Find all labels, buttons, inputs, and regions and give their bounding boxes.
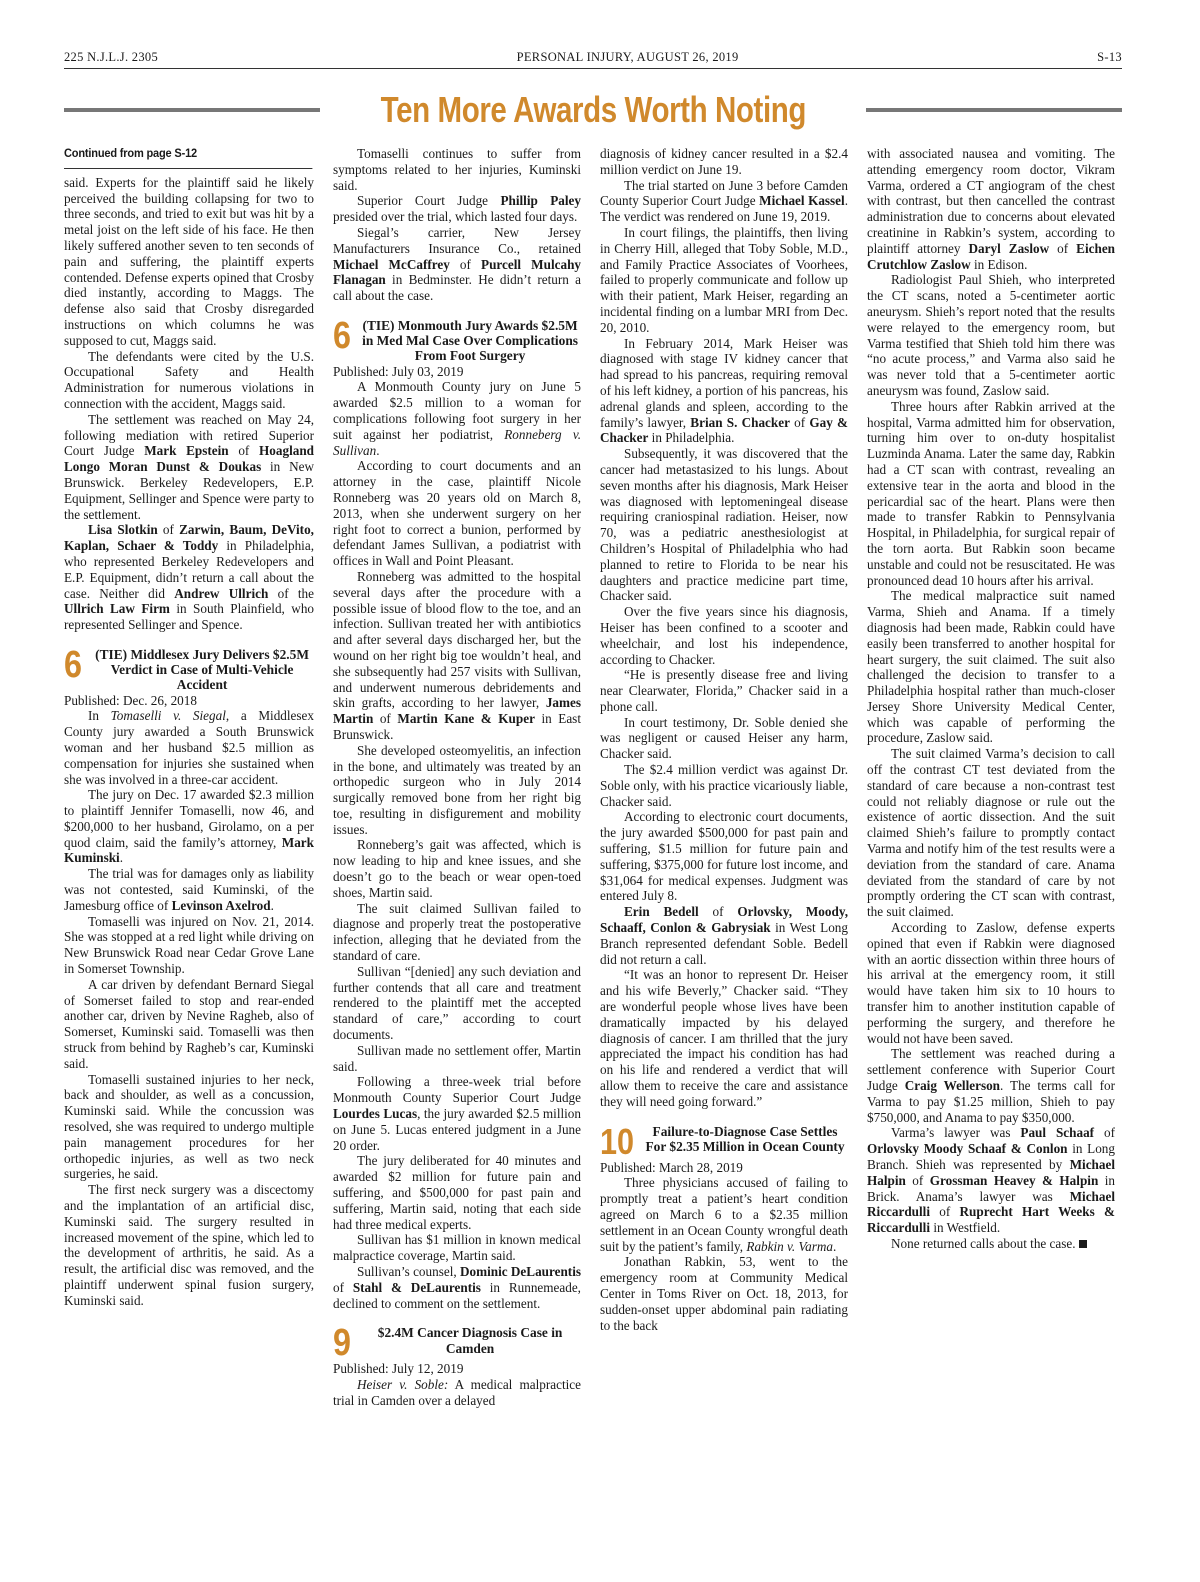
paragraph: A Monmouth County jury on June 5 awarded $2.5 million to a woman for complications following foot surgery in her suit against her podiatrist, Ronneberg v. Sullivan. xyxy=(333,379,581,458)
column-1 xyxy=(64,146,314,1526)
paragraph: Radiologist Paul Shieh, who interpreted the CT scans, noted a 5-centimeter aortic aneurysm. Shieh’s report noted that the results were relayed to the emergency room, but Varma testified that Shieh told him there was “no acute process,” and Varma also said he was never told that a 5-centimeter aortic aneurysm was found, Zaslow said. xyxy=(867,272,1115,398)
story-headline: (TIE) Middlesex Jury Delivers $2.5M Verdict in Case of Multi-Vehicle Accident xyxy=(95,646,309,693)
person-name: Lisa Slotkin xyxy=(88,522,158,538)
paragraph: The suit claimed Sullivan failed to diagnose and properly treat the postoperative infection, alleging that he deviated from the standard of care. xyxy=(333,900,581,964)
case-name: Ronneberg v. Sullivan xyxy=(333,426,581,458)
paragraph: In court testimony, Dr. Soble denied she was negligent or caused Heiser any harm, Chacker said. xyxy=(600,714,848,762)
firm-name: Orlovsky Moody Schaaf & Conlon xyxy=(867,1141,1068,1157)
paragraph: Ronneberg’s gait was affected, which is now leading to hip and knee issues, and she doesn’t go to the beach or wear open-toed shoes, Martin said. xyxy=(333,837,581,900)
paragraph: The trial started on June 3 before Camden County Superior Court Judge Michael Kassel. The verdict was rendered on June 19, 2019. xyxy=(600,177,848,225)
paragraph: Varma’s lawyer was Paul Schaaf of Orlovsky Moody Schaaf & Conlon in Long Branch. Shieh was represented by Michael Halpin of Grossman Heavey & Halpin in Brick. Anama’s lawyer was Michael Riccardulli of Ruprecht Hart Weeks & Riccardulli in Westfield. xyxy=(867,1125,1115,1236)
paragraph: The jury deliberated for 40 minutes and awarded $2 million for future pain and suffering, and $500,000 for past pain and suffering, Martin said, noting that each side had three medical experts. xyxy=(333,1153,581,1232)
firm-name: Purcell Mulcahy Flanagan xyxy=(333,256,581,288)
firm-name: Zarwin, Baum, DeVito, Kaplan, Schaer & Toddy xyxy=(64,522,314,554)
paragraph: The jury on Dec. 17 awarded $2.3 million to plaintiff Jennifer Tomaselli, now 46, and $200,000 to her husband, Girolamo, on a per quod claim, said the family’s attorney, Mark Kuminski. xyxy=(64,787,314,866)
paragraph: In court filings, the plaintiffs, then living in Cherry Hill, alleged that Toby Soble, M.D., and Family Practice Associates of Voorhees, failed to properly communicate and follow up with their patient, Mark Heiser, regarding an incidental finding on a lumbar MRI from Dec. 20, 2010. xyxy=(600,224,848,335)
person-name: Mark Epstein xyxy=(144,443,229,459)
paragraph: The defendants were cited by the U.S. Occupational Safety and Health Administration for numerous violations in connection with the accident, Maggs said. xyxy=(64,348,314,411)
paragraph: Superior Court Judge Phillip Paley presided over the trial, which lasted four days. xyxy=(333,193,581,225)
column-3 xyxy=(600,146,848,1526)
paragraph: “It was an honor to represent Dr. Heiser and his wife Beverly,” Chacker said. “They are wonderful people whose lives have been dramatically impacted by his delayed diagnosis of cancer. I am thrilled that the jury appreciated the impact his condition has had on his life and rendered a verdict that will allow them to receive the care and assistance they will need going forward.” xyxy=(600,967,848,1109)
person-name: Daryl Zaslow xyxy=(968,240,1050,256)
paragraph: Over the five years since his diagnosis, Heiser has been confined to a scooter and wheelchair, and lost his independence, according to Chacker. xyxy=(600,604,848,667)
rank-heading-6-middlesex xyxy=(64,643,314,693)
page-number: S-13 xyxy=(1097,50,1122,64)
paragraph: The $2.4 million verdict was against Dr. Soble only, with his practice vicariously liable, Chacker said. xyxy=(600,762,848,809)
paragraph: In Tomaselli v. Siegal, a Middlesex County jury awarded a South Brunswick woman and her husband $2.5 million as compensation for injuries she sustained when she was involved in a three-car accident. xyxy=(64,708,314,787)
published-date: Published: July 12, 2019 xyxy=(333,1361,464,1377)
paragraph: Subsequently, it was discovered that the cancer had metastasized to his lungs. About seven months after his diagnosis, Mark Heiser was diagnosed with leptomeningeal disease requiring craniospinal radiation. Heiser, now 70, was a pediatric anesthesiologist at Children’s Hospital of Philadelphia who had planned to retire to Florida to be near his daughters and practice medicine part time, Chacker said. xyxy=(600,446,848,604)
person-name: Mark Kuminski xyxy=(64,834,314,866)
paragraph: None returned calls about the case. xyxy=(867,1236,1115,1252)
paragraph: Jonathan Rabkin, 53, went to the emergency room at Community Medical Center in Toms River on Oct. 18, 2013, for sudden-onset upper abdominal pain radiating to the back xyxy=(600,1254,848,1333)
paragraph: Three hours after Rabkin arrived at the hospital, Varma admitted him for observation, turning him over to on-duty hospitalist Luzminda Anama. Later the same day, Rabkin had a CT scan with contrast, revealing an extensive tear in the aorta and blood in the pericardial sac of the heart. Plans were then made to transfer Rabkin to Pennsylvania Hospital, in Philadelphia, for surgical repair of the torn aorta. But Rabkin soon became unstable and could not be resuscitated. He was pronounced dead 10 hours after his arrival. xyxy=(867,398,1115,588)
paragraph: Heiser v. Soble: A medical malpractice trial in Camden over a delayed xyxy=(333,1377,581,1408)
case-name: Tomaselli v. Siegal xyxy=(110,708,226,724)
case-name: Rabkin v. Varma xyxy=(746,1238,833,1254)
column-4 xyxy=(867,146,1115,1526)
paragraph: Tomaselli was injured on Nov. 21, 2014. She was stopped at a red light while driving on New Brunswick Road near Cedar Grove Lane in Somerset Township. xyxy=(64,913,314,977)
person-name: Lourdes Lucas xyxy=(333,1106,418,1122)
paragraph: Sullivan’s counsel, Dominic DeLaurentis of Stahl & DeLaurentis in Runnemeade, declined to comment on the settlement. xyxy=(333,1264,581,1311)
paragraph: Tomaselli sustained injuries to her neck, back and shoulder, as well as a concussion, Kuminski said. While the concussion was resolved, she was required to undergo multiple pain management procedures for her orthopedic injuries, as well as two neck surgeries, he said. xyxy=(64,1071,314,1182)
person-name: James Martin xyxy=(333,695,581,727)
firm-name: Hoagland Longo Moran Dunst & Doukas xyxy=(64,443,314,475)
paragraph: The trial was for damages only as liability was not contested, said Kuminski, of the Jamesburg office of Levinson Axelrod. xyxy=(64,866,314,913)
paragraph: “He is presently disease free and living near Clearwater, Florida,” Chacker said in a phone call. xyxy=(600,667,848,714)
person-name: Dominic DeLaurentis xyxy=(459,1264,581,1279)
paragraph: with associated nausea and vomiting. The attending emergency room doctor, Vikram Varma, ordered a CT angiogram of the chest with contrast, but then cancelled the contrast administration due to concerns about elevated creatinine in Rabkin’s system, according to plaintiff attorney Daryl Zaslow of Eichen Crutchlow Zaslow in Edison. xyxy=(867,146,1115,272)
paragraph: The settlement was reached on May 24, following mediation with retired Superior Court Judge Mark Epstein of Hoagland Longo Moran Dunst & Doukas in New Brunswick. Berkeley Redevelopers, E.P. Equipment, Sellinger and Spence were party to the settlement. xyxy=(64,411,314,522)
page-header xyxy=(64,50,1122,65)
title-row xyxy=(64,86,1122,134)
person-name: Erin Bedell xyxy=(624,904,699,920)
article-columns xyxy=(64,146,1122,1526)
firm-name: Eichen Crutchlow Zaslow xyxy=(867,240,1115,272)
person-name: Michael McCaffrey xyxy=(333,256,450,272)
paragraph: A car driven by defendant Bernard Siegal of Somerset failed to stop and rear-ended another car, driven by Nevine Ragheb, also of Somerset, Kuminski said. Tomaselli was then struck from behind by Ragheb’s car, Kuminski said. xyxy=(64,976,314,1071)
person-name: Andrew Ullrich xyxy=(174,585,269,601)
rank-heading-10 xyxy=(600,1120,848,1162)
rank-number: 6 xyxy=(64,643,82,686)
person-name: Phillip Paley xyxy=(500,193,581,209)
title-bar-left xyxy=(64,108,320,112)
paragraph: Tomaselli continues to suffer from symptoms related to her injuries, Kuminski said. xyxy=(333,146,581,193)
paragraph: According to court documents and an attorney in the case, plaintiff Nicole Ronneberg was 20 years old on March 8, 2013, when she underwent surgery on her right foot to correct a bunion, performed by defendant James Sullivan, a podiatrist with offices in Wall and Point Pleasant. xyxy=(333,458,581,569)
firm-name: Levinson Axelrod xyxy=(171,897,271,913)
rank-heading-6-monmouth xyxy=(333,314,581,364)
continued-label: Continued from page S-12 xyxy=(64,146,312,169)
firm-name: Orlovsky, Moody, Schaaff, Conlon & Gabrysiak xyxy=(600,904,848,936)
paragraph: The suit claimed Varma’s decision to call off the contrast CT test deviated from the standard of care because a non-contrast test could not reliably diagnose or rule out the existence of aortic dissection. And the suit claimed Shieh’s failure to promptly contact Varma and notify him of the test results were a deviation from the standard of care. Anama deviated from the standard of care by not promptly ordering the CT scan with contrast, the suit claimed. xyxy=(867,746,1115,920)
paragraph: Erin Bedell of Orlovsky, Moody, Schaaff, Conlon & Gabrysiak in West Long Branch represented defendant Soble. Bedell did not return a call. xyxy=(600,904,848,967)
end-of-story-icon xyxy=(1079,1240,1087,1248)
paragraph: She developed osteomyelitis, an infection in the bone, and ultimately was treated by an orthopedic surgeon who in July 2014 surgically removed bone from her right big toe, resulting in disfigurement and mobility issues. xyxy=(333,742,581,837)
rank-number: 9 xyxy=(333,1322,351,1365)
person-name: Paul Schaaf xyxy=(1020,1125,1095,1141)
paragraph: said. Experts for the plaintiff said he likely perceived the building collapsing for two to three seconds, and tried to exit but was hit by a metal joist on the left side of his face. He then likely suffered another seven to ten seconds of pain and suffering, the plaintiff experts contended. Defense experts opined that Crosby died instantly, according to Maggs. The defense also said that Crosby disregarded instructions on which columns he was supposed to cut, Maggs said. xyxy=(64,174,314,348)
person-name: Michael Kassel xyxy=(759,193,845,209)
paragraph: diagnosis of kidney cancer resulted in a $2.4 million verdict on June 19. xyxy=(600,146,848,177)
paragraph: According to electronic court documents, the jury awarded $500,000 for past pain and suffering, $1.5 million for future pain and suffering, $375,000 for future lost income, and $31,064 for medical expenses. Judgment was entered July 8. xyxy=(600,809,848,904)
firm-name: Ullrich Law Firm xyxy=(64,601,170,617)
story-headline: $2.4M Cancer Diagnosis Case in Camden xyxy=(377,1325,563,1356)
column-2 xyxy=(333,146,581,1526)
firm-name: Martin Kane & Kuper xyxy=(397,711,535,727)
published-date: Published: Dec. 26, 2018 xyxy=(64,692,197,708)
paragraph: Ronneberg was admitted to the hospital several days after the procedure with a possible issue of blood flow to the toe, and an infection. Sullivan treated her with antibiotics and after several days discharged her, but the wound on her right big toe wouldn’t heal, and she subsequently had 257 visits with Sullivan, and underwent numerous debridements and skin grafts, according to her lawyer, James Martin of Martin Kane & Kuper in East Brunswick. xyxy=(333,568,581,742)
rank-heading-9 xyxy=(333,1322,581,1365)
person-name: Michael Halpin xyxy=(867,1157,1115,1188)
firm-name: Ruprecht Hart Weeks & Riccardulli xyxy=(867,1204,1115,1236)
person-name: Craig Wellerson xyxy=(904,1078,1001,1094)
citation: 225 N.J.L.J. 2305 xyxy=(64,50,158,64)
paragraph: Siegal’s carrier, New Jersey Manufacturers Insurance Co., retained Michael McCaffrey of Purcell Mulcahy Flanagan in Bedminster. He didn’t return a call about the case. xyxy=(333,224,581,304)
story-headline: Failure-to-Diagnose Case Settles For $2.35 Million in Ocean County xyxy=(645,1123,845,1154)
paragraph: The settlement was reached during a settlement conference with Superior Court Judge Craig Wellerson. The terms call for Varma to pay $1.25 million, Shieh to pay $750,000, and Anama to pay $350,000. xyxy=(867,1046,1115,1125)
title-bar-right xyxy=(866,108,1122,112)
paragraph: Sullivan made no settlement offer, Martin said. xyxy=(333,1042,581,1074)
published-date: Published: July 03, 2019 xyxy=(333,363,464,379)
paragraph: The first neck surgery was a discectomy and the implantation of an artificial disc, Kuminski said. The surgery resulted in increased movement of the spine, which led to the development of arthritis, he said. As a result, the artificial disc was removed, and the plaintiff underwent spinal fusion surgery, Kuminski said. xyxy=(64,1182,314,1308)
firm-name: Stahl & DeLaurentis xyxy=(352,1279,481,1295)
paragraph: Sullivan “[denied] any such deviation and further contends that all care and treatment rendered to the plaintiff met the accepted standard of care,” according to court documents. xyxy=(333,963,581,1043)
paragraph: Three physicians accused of failing to promptly treat a patient’s heart condition agreed on March 6 to a $2.35 million settlement in an Ocean County wrongful death suit by the patient’s family, Rabkin v. Varma. xyxy=(600,1175,848,1254)
paragraph: The medical malpractice suit named Varma, Shieh and Anama. If a timely diagnosis had been made, Rabkin could have easily been transferred to another hospital for heart surgery, the suit claimed. The suit also challenged the decision to transfer to a Philadelphia hospital rather than much-closer Jersey Shore University Medical Center, which was capable of performing the procedure, Zaslow said. xyxy=(867,588,1115,746)
paragraph: According to Zaslow, defense experts opined that even if Rabkin were diagnosed with an aortic dissection within three hours of his arrival at the emergency room, it still would have taken him six to 10 hours to transfer him to another institution capable of performing the surgery, and therefore he would not have been saved. xyxy=(867,920,1115,1046)
case-name: Heiser v. Soble: xyxy=(357,1377,449,1393)
page-title: Ten More Awards Worth Noting xyxy=(380,89,806,130)
firm-name: Grossman Heavey & Halpin xyxy=(929,1172,1099,1188)
paragraph: Lisa Slotkin of Zarwin, Baum, DeVito, Kaplan, Schaer & Toddy in Philadelphia, who represented Berkeley Redevelopers and E.P. Equipment, didn’t return a call about the case. Neither did Andrew Ullrich of the Ullrich Law Firm in South Plainfield, who represented Sellinger and Spence. xyxy=(64,522,314,633)
person-name: Michael Riccardulli xyxy=(867,1188,1115,1220)
header-rule xyxy=(64,68,1122,69)
paragraph: In February 2014, Mark Heiser was diagnosed with stage IV kidney cancer that had spread to his pancreas, requiring removal of his left kidney, a portion of his pancreas, his adrenal glands and spleen, according to the family’s lawyer, Brian S. Chacker of Gay & Chacker in Philadelphia. xyxy=(600,335,848,446)
rank-number: 10 xyxy=(600,1120,635,1162)
firm-name: Gay & Chacker xyxy=(600,414,848,446)
story-headline: (TIE) Monmouth Jury Awards $2.5M in Med Mal Case Over Complications From Foot Surgery xyxy=(362,317,578,364)
person-name: Brian S. Chacker xyxy=(690,414,790,430)
section-date: PERSONAL INJURY, AUGUST 26, 2019 xyxy=(516,50,739,64)
published-date: Published: March 28, 2019 xyxy=(600,1159,743,1175)
paragraph: Sullivan has $1 million in known medical malpractice coverage, Martin said. xyxy=(333,1232,581,1264)
rank-number: 6 xyxy=(333,314,351,357)
paragraph: Following a three-week trial before Monmouth County Superior Court Judge Lourdes Lucas, the jury awarded $2.5 million on June 5. Lucas entered judgment in a June 20 order. xyxy=(333,1074,581,1153)
